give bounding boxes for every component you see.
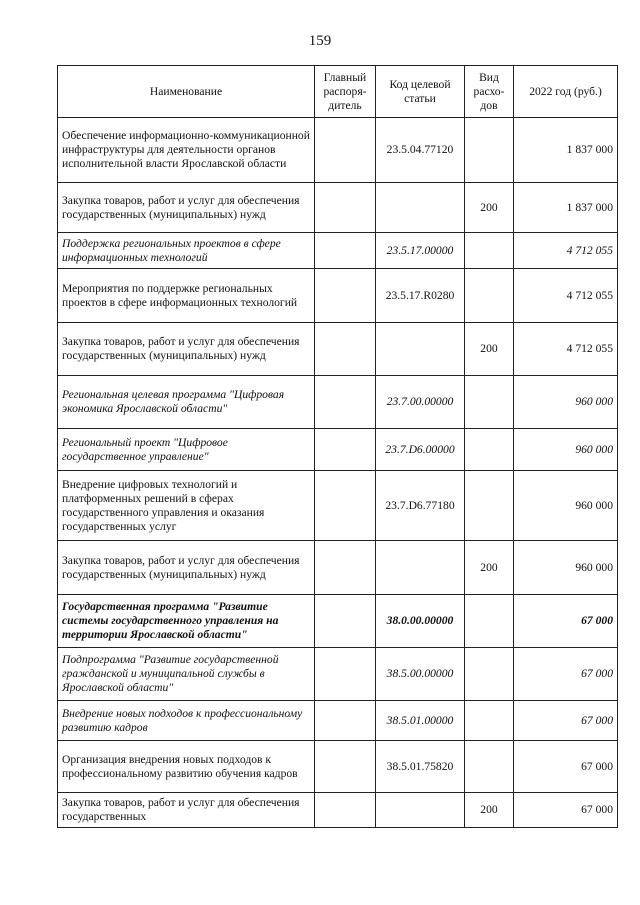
row-code-cell: 38.5.01.00000 (376, 701, 465, 741)
table-row (58, 595, 618, 648)
row-amount-cell: 4 712 055 (514, 323, 618, 376)
row-amount-cell: 960 000 (514, 376, 618, 429)
row-manager-cell (315, 429, 376, 471)
row-manager-cell (315, 701, 376, 741)
row-amount-cell: 4 712 055 (514, 233, 618, 269)
row-amount-cell: 960 000 (514, 541, 618, 595)
row-kind-cell (465, 118, 514, 183)
row-amount-cell: 1 837 000 (514, 118, 618, 183)
row-manager-cell (315, 541, 376, 595)
row-kind-cell (465, 648, 514, 701)
row-kind-cell: 200 (465, 793, 514, 828)
table-header-row (58, 66, 618, 118)
row-name-cell: Поддержка региональных проектов в сфере информационных технологий (58, 233, 315, 269)
row-manager-cell (315, 269, 376, 323)
table-row (58, 269, 618, 323)
row-amount-cell: 67 000 (514, 595, 618, 648)
page-number: 159 (308, 33, 332, 49)
header-amount: 2022 год (руб.) (514, 66, 618, 118)
row-manager-cell (315, 183, 376, 233)
row-amount-cell: 67 000 (514, 701, 618, 741)
row-name-cell: Закупка товаров, работ и услуг для обеспечения государственных (муниципальных) нужд (58, 183, 315, 233)
row-kind-cell (465, 595, 514, 648)
row-kind-cell (465, 376, 514, 429)
row-manager-cell (315, 233, 376, 269)
row-code-cell: 23.7.D6.00000 (376, 429, 465, 471)
row-code-cell: 38.0.00.00000 (376, 595, 465, 648)
table-row (58, 118, 618, 183)
row-code-cell: 38.5.01.75820 (376, 741, 465, 793)
row-name-cell: Подпрограмма "Развитие государственной гражданской и муниципальной службы в Ярославской области" (58, 648, 315, 701)
row-name-cell: Мероприятия по поддержке региональных проектов в сфере информационных технологий (58, 269, 315, 323)
header-kind: Вид расхо-дов (465, 66, 514, 118)
row-name-cell: Региональная целевая программа "Цифровая экономика Ярославской области" (58, 376, 315, 429)
row-manager-cell (315, 741, 376, 793)
row-kind-cell (465, 269, 514, 323)
row-amount-cell: 67 000 (514, 648, 618, 701)
row-manager-cell (315, 323, 376, 376)
row-code-cell (376, 541, 465, 595)
row-kind-cell: 200 (465, 541, 514, 595)
row-amount-cell: 960 000 (514, 429, 618, 471)
row-name-cell: Региональный проект "Цифровое государственное управление" (58, 429, 315, 471)
row-amount-cell: 4 712 055 (514, 269, 618, 323)
row-kind-cell (465, 701, 514, 741)
row-manager-cell (315, 376, 376, 429)
row-manager-cell (315, 793, 376, 828)
row-code-cell (376, 183, 465, 233)
row-kind-cell (465, 429, 514, 471)
row-name-cell: Закупка товаров, работ и услуг для обеспечения государственных (муниципальных) нужд (58, 323, 315, 376)
row-kind-cell: 200 (465, 183, 514, 233)
row-amount-cell: 960 000 (514, 471, 618, 541)
row-amount-cell: 1 837 000 (514, 183, 618, 233)
row-manager-cell (315, 118, 376, 183)
row-name-cell: Внедрение цифровых технологий и платформенных решений в сферах государственного управления и оказания государственных услуг (58, 471, 315, 541)
table-row (58, 793, 618, 828)
row-kind-cell (465, 233, 514, 269)
row-name-cell: Внедрение новых подходов к профессиональному развитию кадров (58, 701, 315, 741)
row-kind-cell: 200 (465, 323, 514, 376)
table-row (58, 648, 618, 701)
row-code-cell (376, 323, 465, 376)
header-name: Наименование (58, 66, 315, 118)
row-code-cell: 38.5.00.00000 (376, 648, 465, 701)
row-kind-cell (465, 741, 514, 793)
row-code-cell: 23.5.17.R0280 (376, 269, 465, 323)
table-row (58, 541, 618, 595)
row-manager-cell (315, 471, 376, 541)
header-manager: Главный распоря-дитель (315, 66, 376, 118)
row-manager-cell (315, 595, 376, 648)
row-code-cell (376, 793, 465, 828)
row-manager-cell (315, 648, 376, 701)
row-name-cell: Государственная программа "Развитие системы государственного управления на территории Ярославской области" (58, 595, 315, 648)
table-row (58, 701, 618, 741)
table-row (58, 323, 618, 376)
row-code-cell: 23.5.04.77120 (376, 118, 465, 183)
row-kind-cell (465, 471, 514, 541)
row-amount-cell: 67 000 (514, 793, 618, 828)
row-amount-cell: 67 000 (514, 741, 618, 793)
row-code-cell: 23.7.D6.77180 (376, 471, 465, 541)
table-row (58, 429, 618, 471)
row-name-cell: Обеспечение информационно-коммуникационной инфраструктуры для деятельности органов исполнительной власти Ярославской области (58, 118, 315, 183)
table-row (58, 233, 618, 269)
header-code: Код целевой статьи (376, 66, 465, 118)
table-row (58, 376, 618, 429)
budget-table (57, 65, 618, 828)
table-row (58, 741, 618, 793)
table-row (58, 471, 618, 541)
row-name-cell: Закупка товаров, работ и услуг для обеспечения государственных (муниципальных) нужд (58, 541, 315, 595)
row-name-cell: Закупка товаров, работ и услуг для обеспечения государственных (58, 793, 315, 828)
row-name-cell: Организация внедрения новых подходов к профессиональному развитию обучения кадров (58, 741, 315, 793)
table-row (58, 183, 618, 233)
row-code-cell: 23.7.00.00000 (376, 376, 465, 429)
row-code-cell: 23.5.17.00000 (376, 233, 465, 269)
